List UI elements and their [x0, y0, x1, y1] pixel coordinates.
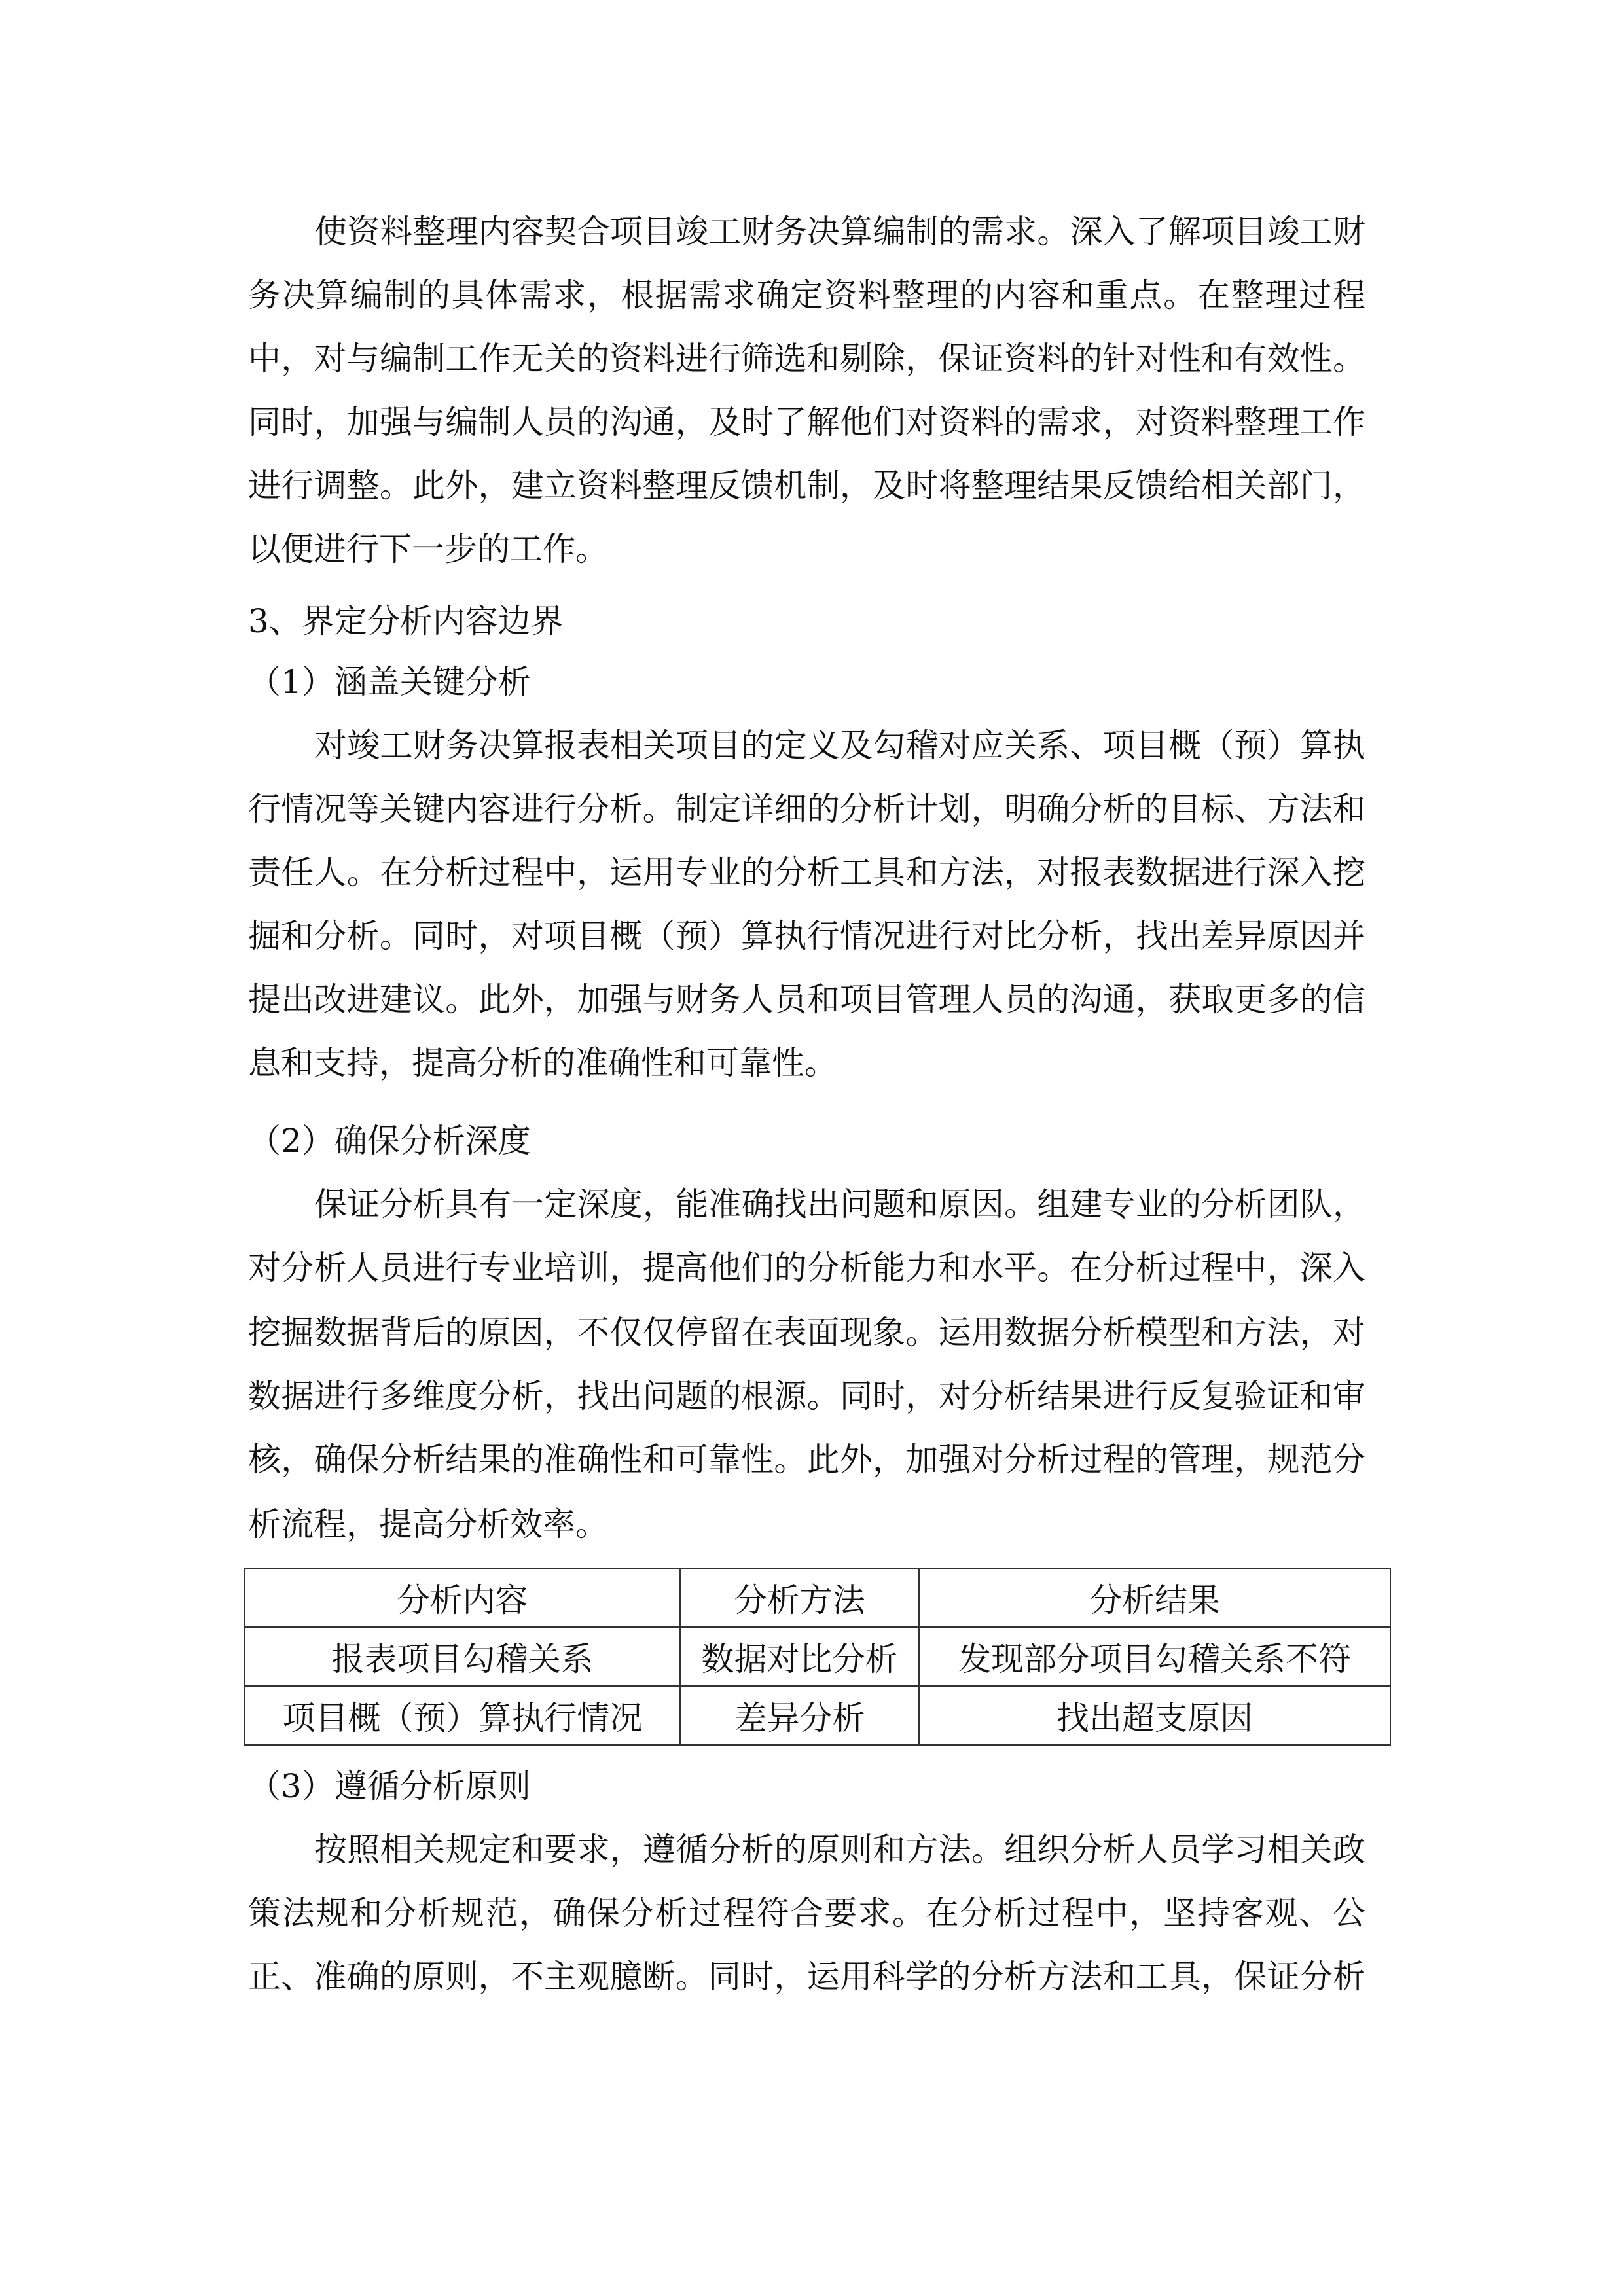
table-row — [245, 1686, 1390, 1745]
paragraph-line: 按照相关规定和要求，遵循分析的原则和方法。组织分析人员学习相关政 — [314, 1831, 1365, 1869]
paragraph-line: 息和支持，提高分析的准确性和可靠性。 — [248, 1044, 837, 1082]
paragraph-line: 同时，加强与编制人员的沟通，及时了解他们对资料的需求，对资料整理工作 — [248, 403, 1365, 441]
table-cell: 找出超支原因 — [919, 1686, 1390, 1745]
table-header-cell: 分析内容 — [245, 1568, 680, 1627]
table-header-cell: 分析结果 — [919, 1568, 1390, 1627]
table-cell: 项目概（预）算执行情况 — [245, 1686, 680, 1745]
table-row — [245, 1627, 1390, 1686]
paragraph-line: 责任人。在分析过程中，运用专业的分析工具和方法，对报表数据进行深入挖 — [248, 853, 1365, 891]
subsection-heading: （3）遵循分析原则 — [248, 1767, 531, 1805]
paragraph-line: 正、准确的原则，不主观臆断。同时，运用科学的分析方法和工具，保证分析 — [248, 1958, 1365, 1996]
section-heading: 3、界定分析内容边界 — [248, 602, 564, 640]
subsection-heading: （2）确保分析深度 — [248, 1122, 531, 1160]
paragraph-line: 进行调整。此外，建立资料整理反馈机制，及时将整理结果反馈给相关部门， — [248, 467, 1365, 505]
paragraph-line: 核，确保分析结果的准确性和可靠性。此外，加强对分析过程的管理，规范分 — [248, 1441, 1365, 1479]
paragraph-line: 使资料整理内容契合项目竣工财务决算编制的需求。深入了解项目竣工财 — [314, 213, 1365, 251]
paragraph-line: 务决算编制的具体需求，根据需求确定资料整理的内容和重点。在整理过程 — [248, 276, 1365, 314]
paragraph-line: 析流程，提高分析效率。 — [248, 1505, 608, 1543]
table-cell: 差异分析 — [680, 1686, 919, 1745]
paragraph-line: 对竣工财务决算报表相关项目的定义及勾稽对应关系、项目概（预）算执 — [314, 726, 1365, 764]
table-cell: 发现部分项目勾稽关系不符 — [919, 1627, 1390, 1686]
table-header-row — [245, 1568, 1390, 1627]
paragraph-line: 行情况等关键内容进行分析。制定详细的分析计划，明确分析的目标、方法和 — [248, 790, 1365, 828]
subsection-heading: （1）涵盖关键分析 — [248, 663, 531, 701]
paragraph-line: 策法规和分析规范，确保分析过程符合要求。在分析过程中，坚持客观、公 — [248, 1894, 1365, 1932]
paragraph-line: 提出改进建议。此外，加强与财务人员和项目管理人员的沟通，获取更多的信 — [248, 980, 1365, 1018]
paragraph-line: 数据进行多维度分析，找出问题的根源。同时，对分析结果进行反复验证和审 — [248, 1377, 1365, 1415]
paragraph-line: 保证分析具有一定深度，能准确找出问题和原因。组建专业的分析团队， — [314, 1185, 1365, 1223]
analysis-table — [244, 1568, 1391, 1746]
paragraph-line: 掘和分析。同时，对项目概（预）算执行情况进行对比分析，找出差异原因并 — [248, 917, 1365, 955]
table-cell: 报表项目勾稽关系 — [245, 1627, 680, 1686]
paragraph-line: 中，对与编制工作无关的资料进行筛选和剔除，保证资料的针对性和有效性。 — [248, 340, 1365, 378]
paragraph-line: 以便进行下一步的工作。 — [248, 530, 608, 568]
table-cell: 数据对比分析 — [680, 1627, 919, 1686]
paragraph-line: 对分析人员进行专业培训，提高他们的分析能力和水平。在分析过程中，深入 — [248, 1249, 1365, 1287]
table-header-cell: 分析方法 — [680, 1568, 919, 1627]
paragraph-line: 挖掘数据背后的原因，不仅仅停留在表面现象。运用数据分析模型和方法，对 — [248, 1314, 1365, 1352]
